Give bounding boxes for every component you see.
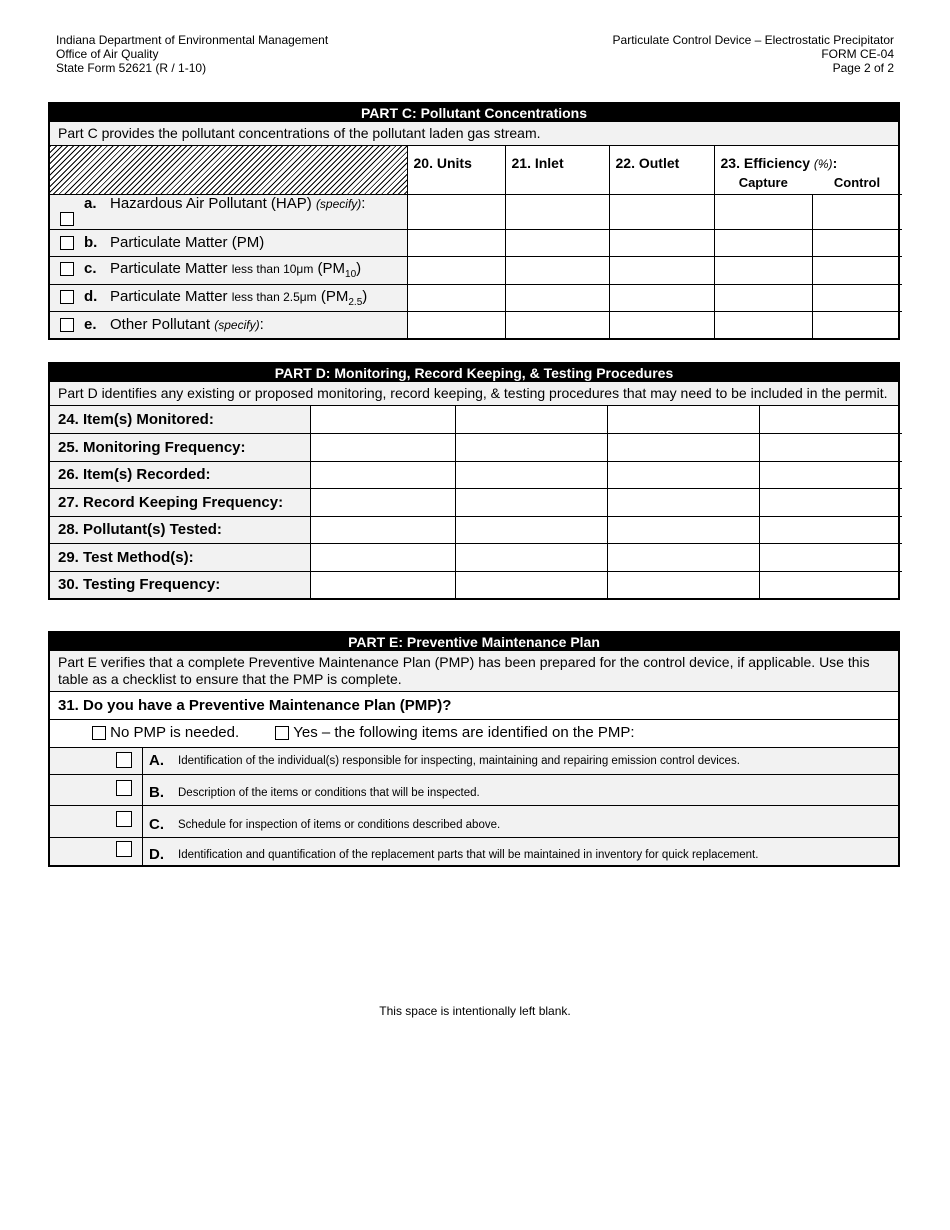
row-suffix: :: [361, 194, 366, 212]
header-page-number: Page 2 of 2: [832, 61, 894, 75]
record-keeping-frequency-cell-1[interactable]: [310, 488, 455, 516]
monitoring-frequency-label: 25. Monitoring Frequency:: [50, 433, 310, 461]
items-recorded-cell-2[interactable]: [455, 461, 607, 488]
test-methods-label: 29. Test Method(s):: [50, 543, 310, 571]
testing-frequency-label: 30. Testing Frequency:: [50, 571, 310, 598]
pmp-item-text: Description of the items or conditions that will be inspected.: [178, 787, 480, 799]
monitoring-frequency-cell-3[interactable]: [607, 433, 759, 461]
row-label-pm25: [50, 284, 407, 311]
pmp-item-letter: B.: [149, 784, 164, 801]
pmp-item-a-checkbox[interactable]: [116, 752, 132, 768]
pm10-control-cell[interactable]: [812, 256, 902, 284]
hap-control-cell[interactable]: [812, 194, 902, 229]
pm10-inlet-cell[interactable]: [505, 256, 609, 284]
testing-frequency-cell-2[interactable]: [455, 571, 607, 598]
row-pm-close: ): [356, 260, 362, 277]
col-control-header: Control: [812, 172, 902, 194]
row-size-note: less than 10μm: [231, 262, 314, 276]
row-text: Other Pollutant: [110, 316, 211, 334]
row-letter: b.: [84, 234, 98, 251]
pm-units-cell[interactable]: [407, 229, 505, 256]
table-row: [50, 406, 902, 433]
pmp-item-letter: D.: [149, 846, 164, 863]
col-inlet-header: 21. Inlet: [505, 146, 609, 194]
row-note: (specify): [315, 196, 362, 211]
record-keeping-frequency-cell-4[interactable]: [759, 488, 902, 516]
other-checkbox[interactable]: [60, 318, 74, 332]
monitoring-frequency-cell-4[interactable]: [759, 433, 902, 461]
pm10-capture-cell[interactable]: [714, 256, 812, 284]
no-pmp-label: No PMP is needed.: [110, 724, 240, 741]
part-d-section: [48, 362, 900, 600]
table-row: [50, 256, 902, 284]
items-monitored-cell-3[interactable]: [607, 406, 759, 433]
row-pm-close: ): [362, 287, 368, 305]
items-monitored-cell-2[interactable]: [455, 406, 607, 433]
hap-outlet-cell[interactable]: [609, 194, 714, 229]
hap-units-cell[interactable]: [407, 194, 505, 229]
header-form-id: FORM CE-04: [821, 47, 894, 61]
row-text: Hazardous Air Pollutant (HAP): [110, 194, 312, 212]
table-row: [50, 229, 902, 256]
row-letter: d.: [84, 287, 98, 305]
row-label-other: [50, 311, 407, 338]
col-capture-header: Capture: [714, 172, 812, 194]
other-outlet-cell[interactable]: [609, 311, 714, 338]
table-row: [50, 311, 902, 338]
part-c-table: [50, 146, 902, 338]
table-row: [50, 516, 902, 543]
pm-control-cell[interactable]: [812, 229, 902, 256]
efficiency-unit: (%): [813, 157, 833, 171]
row-label-pm: [50, 229, 407, 256]
list-item: [50, 806, 898, 838]
pollutants-tested-cell-4[interactable]: [759, 516, 902, 543]
table-row: [50, 571, 902, 598]
pm-outlet-cell[interactable]: [609, 229, 714, 256]
yes-pmp-checkbox[interactable]: [275, 726, 289, 740]
testing-frequency-cell-3[interactable]: [607, 571, 759, 598]
pmp-checklist: [50, 748, 898, 865]
other-units-cell[interactable]: [407, 311, 505, 338]
pm25-control-cell[interactable]: [812, 284, 902, 311]
checklist-divider: [142, 838, 143, 865]
option-no-pmp[interactable]: [92, 724, 239, 741]
efficiency-label: 23. Efficiency: [720, 155, 810, 171]
row-note: (specify): [214, 318, 260, 333]
pm10-checkbox[interactable]: [60, 262, 74, 276]
efficiency-colon: :: [832, 155, 838, 171]
row-label-hap: [50, 194, 407, 229]
row-suffix: :: [259, 316, 264, 334]
testing-frequency-cell-4[interactable]: [759, 571, 902, 598]
part-e-description: Part E verifies that a complete Preventive Maintenance Plan (PMP) has been prepared for the control device, if applicable. Use this table as a checklist to ensure that the PMP is complete.: [50, 651, 898, 692]
row-text: Particulate Matter: [110, 260, 228, 277]
header-office: Office of Air Quality: [56, 47, 159, 61]
row-letter: a.: [84, 194, 97, 212]
other-inlet-cell[interactable]: [505, 311, 609, 338]
header-form-block: [613, 33, 894, 75]
pmp-item-text: Schedule for inspection of items or conditions described above.: [178, 819, 501, 831]
pmp-options: [50, 720, 898, 748]
pollutants-tested-label: 28. Pollutant(s) Tested:: [50, 516, 310, 543]
items-recorded-cell-4[interactable]: [759, 461, 902, 488]
col-outlet-header: 22. Outlet: [609, 146, 714, 194]
pmp-item-letter: A.: [149, 752, 164, 769]
pmp-question: 31. Do you have a Preventive Maintenance Plan (PMP)?: [50, 692, 898, 720]
pmp-item-text: Identification of the individual(s) responsible for inspecting, maintaining and repairing emission control devices.: [178, 755, 740, 767]
table-row: [50, 461, 902, 488]
items-monitored-label: 24. Item(s) Monitored:: [50, 406, 310, 433]
header-form-title: Particulate Control Device – Electrostatic Precipitator: [612, 33, 894, 47]
part-e-section: [48, 631, 900, 867]
part-c-title: PART C: Pollutant Concentrations: [50, 104, 898, 122]
row-label-pm10: [50, 256, 407, 284]
monitoring-frequency-cell-2[interactable]: [455, 433, 607, 461]
row-pm: (PM: [320, 287, 349, 305]
list-item: [50, 748, 898, 775]
pm25-inlet-cell[interactable]: [505, 284, 609, 311]
monitoring-frequency-cell-1[interactable]: [310, 433, 455, 461]
blank-space-note: This space is intentionally left blank.: [379, 1004, 571, 1018]
testing-frequency-cell-1[interactable]: [310, 571, 455, 598]
hap-checkbox[interactable]: [60, 212, 74, 226]
pm-checkbox[interactable]: [60, 236, 74, 250]
test-methods-cell-1[interactable]: [310, 543, 455, 571]
test-methods-cell-2[interactable]: [455, 543, 607, 571]
checklist-divider: [142, 748, 143, 774]
part-c-description: Part C provides the pollutant concentrations of the pollutant laden gas stream.: [50, 122, 898, 146]
row-text: Particulate Matter (PM): [110, 234, 265, 251]
items-recorded-label: 26. Item(s) Recorded:: [50, 461, 310, 488]
list-item: [50, 838, 898, 865]
items-monitored-cell-4[interactable]: [759, 406, 902, 433]
items-recorded-cell-3[interactable]: [607, 461, 759, 488]
table-row: [50, 488, 902, 516]
other-control-cell[interactable]: [812, 311, 902, 338]
list-item: [50, 775, 898, 806]
items-monitored-cell-1[interactable]: [310, 406, 455, 433]
items-recorded-cell-1[interactable]: [310, 461, 455, 488]
checklist-divider: [142, 775, 143, 805]
part-d-table: [50, 406, 902, 598]
pmp-item-text: Identification and quantification of the replacement parts that will be maintained in inventory for quick replacement.: [178, 849, 759, 861]
pm-capture-cell[interactable]: [714, 229, 812, 256]
checklist-divider: [142, 806, 143, 837]
hap-capture-cell[interactable]: [714, 194, 812, 229]
pmp-item-letter: C.: [149, 816, 164, 833]
pm25-units-cell[interactable]: [407, 284, 505, 311]
pm25-outlet-cell[interactable]: [609, 284, 714, 311]
part-c-section: [48, 102, 900, 340]
no-pmp-checkbox[interactable]: [92, 726, 106, 740]
record-keeping-frequency-cell-3[interactable]: [607, 488, 759, 516]
pmp-item-d-checkbox[interactable]: [116, 841, 132, 857]
part-e-title: PART E: Preventive Maintenance Plan: [50, 633, 898, 651]
table-row: [50, 433, 902, 461]
other-capture-cell[interactable]: [714, 311, 812, 338]
row-pm-sub: 10: [345, 269, 357, 280]
hatched-cell: [50, 146, 407, 194]
pm25-checkbox[interactable]: [60, 290, 74, 304]
header-agency: Indiana Department of Environmental Management: [56, 33, 329, 47]
pollutants-tested-cell-3[interactable]: [607, 516, 759, 543]
record-keeping-frequency-label: 27. Record Keeping Frequency:: [50, 488, 310, 516]
row-letter: c.: [84, 260, 97, 277]
header-agency-block: [56, 33, 328, 75]
test-methods-cell-4[interactable]: [759, 543, 902, 571]
pmp-item-b-checkbox[interactable]: [116, 780, 132, 796]
row-pm-sub: 2.5: [348, 296, 363, 308]
pollutants-tested-cell-1[interactable]: [310, 516, 455, 543]
col-units-header: 20. Units: [407, 146, 505, 194]
record-keeping-frequency-cell-2[interactable]: [455, 488, 607, 516]
row-size-note: less than 2.5μm: [231, 289, 317, 304]
pm10-outlet-cell[interactable]: [609, 256, 714, 284]
pmp-item-c-checkbox[interactable]: [116, 811, 132, 827]
col-efficiency-header: [714, 146, 902, 172]
part-d-title: PART D: Monitoring, Record Keeping, & Testing Procedures: [50, 364, 898, 382]
row-letter: e.: [84, 316, 97, 334]
pm25-capture-cell[interactable]: [714, 284, 812, 311]
test-methods-cell-3[interactable]: [607, 543, 759, 571]
table-row: [50, 284, 902, 311]
pollutants-tested-cell-2[interactable]: [455, 516, 607, 543]
table-row: [50, 543, 902, 571]
part-d-description: Part D identifies any existing or proposed monitoring, record keeping, & testing procedures that may need to be included in the permit.: [50, 382, 898, 406]
option-yes-pmp[interactable]: [275, 724, 634, 741]
row-pm: (PM: [317, 260, 346, 277]
pm10-units-cell[interactable]: [407, 256, 505, 284]
row-text: Particulate Matter: [110, 287, 228, 305]
hap-inlet-cell[interactable]: [505, 194, 609, 229]
header-state-form: State Form 52621 (R / 1-10): [56, 61, 207, 75]
yes-pmp-label: Yes – the following items are identified on the PMP:: [293, 724, 635, 741]
table-row: [50, 194, 902, 229]
pm-inlet-cell[interactable]: [505, 229, 609, 256]
